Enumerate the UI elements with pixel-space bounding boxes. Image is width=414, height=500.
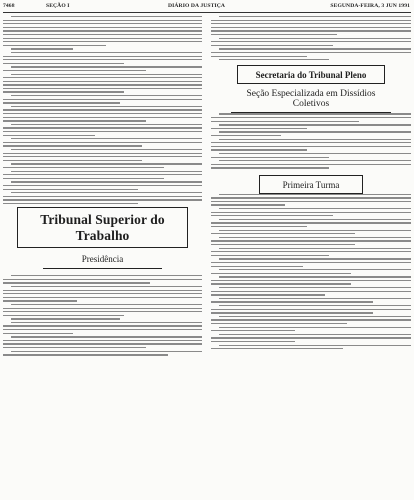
text-paragraph — [3, 304, 202, 316]
text-line — [3, 325, 202, 326]
text-line — [3, 203, 138, 204]
text-paragraph — [3, 171, 202, 179]
text-line — [211, 262, 411, 263]
text-line — [219, 131, 411, 132]
right-body-text-top — [211, 16, 411, 60]
text-line — [219, 327, 411, 328]
text-line — [219, 230, 411, 231]
text-line — [11, 138, 202, 139]
text-paragraph — [3, 275, 202, 283]
text-paragraph — [3, 124, 202, 136]
text-line — [211, 204, 285, 205]
text-line — [211, 212, 411, 213]
text-paragraph — [211, 124, 411, 129]
text-line — [211, 337, 411, 338]
specialized-section-heading: Seção Especializada em Dissídios Coletivos — [231, 84, 391, 113]
text-line — [211, 197, 411, 198]
text-paragraph — [3, 318, 202, 319]
text-line — [3, 282, 150, 283]
section-label: SEÇÃO I — [46, 3, 70, 9]
text-line — [211, 142, 411, 143]
text-line — [219, 305, 411, 306]
text-line — [3, 315, 124, 316]
text-line — [11, 149, 202, 150]
text-line — [219, 316, 411, 317]
text-line — [3, 290, 202, 291]
text-line — [211, 20, 411, 21]
text-line — [219, 160, 411, 161]
text-line — [11, 106, 202, 107]
text-paragraph — [211, 334, 411, 342]
text-line — [211, 34, 337, 35]
text-line — [3, 145, 142, 146]
text-line — [11, 318, 120, 319]
text-line — [211, 164, 411, 165]
page-number: 7468 — [3, 3, 15, 9]
text-line — [219, 16, 411, 17]
text-line — [3, 120, 146, 121]
text-line — [211, 283, 351, 284]
text-paragraph — [3, 181, 202, 189]
text-line — [211, 52, 411, 53]
text-line — [219, 258, 411, 259]
text-paragraph — [211, 305, 411, 313]
text-line — [211, 128, 307, 129]
text-line — [3, 311, 202, 312]
text-paragraph — [3, 138, 202, 146]
text-line — [211, 135, 281, 136]
text-line — [211, 23, 411, 24]
text-line — [219, 59, 329, 60]
text-line — [11, 351, 202, 352]
text-line — [219, 269, 411, 270]
publication-title: DIÁRIO DA JUSTIÇA — [168, 3, 226, 9]
text-line — [3, 347, 146, 348]
text-paragraph — [211, 248, 411, 256]
text-paragraph — [211, 345, 411, 350]
text-line — [3, 135, 95, 136]
text-line — [3, 127, 202, 128]
text-line — [3, 199, 202, 200]
text-line — [3, 300, 77, 301]
text-paragraph — [3, 16, 202, 46]
text-line — [3, 279, 202, 280]
text-paragraph — [211, 287, 411, 295]
text-paragraph — [3, 336, 202, 348]
text-paragraph — [211, 113, 411, 121]
text-line — [219, 345, 411, 346]
text-line — [3, 308, 202, 309]
text-line — [219, 139, 411, 140]
text-line — [3, 81, 202, 82]
text-line — [3, 343, 202, 344]
text-paragraph — [211, 160, 411, 168]
text-line — [11, 286, 202, 287]
text-line — [211, 255, 329, 256]
text-line — [3, 160, 142, 161]
court-title-box: Tribunal Superior do Trabalho — [17, 207, 188, 248]
text-line — [3, 185, 202, 186]
text-line — [219, 124, 411, 125]
text-line — [11, 74, 202, 75]
text-paragraph — [3, 149, 202, 161]
text-line — [3, 297, 202, 298]
text-paragraph — [211, 153, 411, 158]
right-body-text-bottom — [211, 194, 411, 350]
text-line — [211, 251, 411, 252]
left-body-text-bottom — [3, 275, 202, 355]
text-paragraph — [211, 269, 411, 274]
text-line — [211, 30, 411, 31]
text-line — [11, 304, 202, 305]
text-line — [11, 171, 202, 172]
text-paragraph — [3, 66, 202, 71]
text-line — [11, 163, 202, 164]
text-line — [211, 201, 411, 202]
text-line — [211, 157, 329, 158]
text-line — [3, 41, 202, 42]
text-paragraph — [211, 38, 411, 46]
text-line — [3, 63, 124, 64]
text-line — [3, 174, 202, 175]
text-line — [3, 117, 202, 118]
text-line — [211, 233, 355, 234]
text-paragraph — [211, 208, 411, 216]
text-line — [211, 149, 307, 150]
text-line — [11, 16, 202, 17]
text-line — [211, 280, 411, 281]
text-line — [3, 156, 202, 157]
text-line — [211, 117, 411, 118]
text-line — [211, 294, 325, 295]
text-paragraph — [3, 286, 202, 302]
text-line — [219, 298, 411, 299]
text-paragraph — [3, 95, 202, 103]
text-line — [211, 301, 373, 302]
text-line — [3, 340, 202, 341]
text-line — [219, 113, 411, 114]
text-paragraph — [3, 52, 202, 64]
text-line — [3, 45, 106, 46]
text-line — [211, 215, 333, 216]
text-paragraph — [211, 16, 411, 35]
text-line — [3, 189, 138, 190]
text-line — [11, 322, 202, 323]
left-body-text-top — [3, 16, 202, 204]
text-paragraph — [211, 276, 411, 284]
text-line — [219, 219, 411, 220]
text-paragraph — [3, 192, 202, 204]
text-line — [3, 84, 202, 85]
text-line — [211, 222, 411, 223]
right-column — [211, 16, 411, 496]
text-line — [3, 56, 202, 57]
text-line — [219, 194, 411, 195]
text-line — [3, 153, 202, 154]
text-paragraph — [211, 59, 411, 60]
text-line — [3, 38, 202, 39]
text-line — [3, 91, 124, 92]
text-paragraph — [211, 316, 411, 324]
text-line — [211, 244, 355, 245]
text-line — [3, 20, 202, 21]
text-line — [3, 99, 202, 100]
left-column — [3, 16, 202, 496]
text-line — [3, 88, 202, 89]
text-line — [3, 70, 146, 71]
text-line — [211, 226, 307, 227]
text-line — [3, 27, 202, 28]
text-line — [3, 329, 202, 330]
text-paragraph — [211, 131, 411, 136]
text-line — [211, 341, 295, 342]
text-line — [219, 153, 411, 154]
text-line — [211, 273, 351, 274]
text-line — [3, 109, 202, 110]
text-line — [11, 66, 202, 67]
secretaria-title-box: Secretaria do Tribunal Pleno — [237, 65, 385, 84]
text-line — [3, 196, 202, 197]
text-line — [11, 181, 202, 182]
text-paragraph — [211, 48, 411, 56]
text-line — [11, 52, 202, 53]
text-line — [3, 167, 164, 168]
text-line — [11, 275, 202, 276]
text-line — [211, 330, 295, 331]
text-line — [219, 237, 411, 238]
text-line — [11, 95, 202, 96]
text-line — [3, 178, 164, 179]
presidencia-heading: Presidência — [43, 248, 162, 269]
text-line — [211, 27, 411, 28]
text-line — [211, 41, 411, 42]
text-paragraph — [3, 106, 202, 122]
text-line — [211, 309, 411, 310]
text-line — [219, 276, 411, 277]
text-paragraph — [211, 139, 411, 151]
text-line — [211, 45, 333, 46]
text-paragraph — [211, 194, 411, 206]
text-line — [11, 124, 202, 125]
text-line — [219, 287, 411, 288]
text-line — [11, 48, 73, 49]
text-paragraph — [211, 327, 411, 332]
primeira-turma-title-box: Primeira Turma — [259, 175, 363, 194]
text-line — [3, 23, 202, 24]
text-line — [211, 121, 359, 122]
text-line — [211, 167, 329, 168]
text-line — [211, 348, 343, 349]
text-paragraph — [3, 48, 202, 49]
text-line — [211, 146, 411, 147]
right-body-text-middle — [211, 113, 411, 168]
text-line — [3, 59, 202, 60]
text-line — [219, 48, 411, 49]
text-line — [211, 312, 373, 313]
text-paragraph — [211, 230, 411, 235]
text-line — [211, 266, 303, 267]
text-line — [11, 336, 202, 337]
text-line — [3, 354, 168, 355]
publication-date: SEGUNDA-FEIRA, 3 JUN 1991 — [330, 3, 410, 9]
text-line — [3, 30, 202, 31]
text-paragraph — [211, 219, 411, 227]
text-line — [211, 323, 347, 324]
text-line — [3, 34, 202, 35]
text-paragraph — [211, 298, 411, 303]
header-rule — [3, 12, 411, 13]
text-line — [219, 38, 411, 39]
text-line — [3, 102, 120, 103]
text-paragraph — [3, 351, 202, 356]
text-line — [3, 333, 73, 334]
text-paragraph — [211, 237, 411, 245]
text-line — [3, 113, 202, 114]
text-paragraph — [211, 258, 411, 266]
text-line — [219, 334, 411, 335]
text-line — [3, 77, 202, 78]
text-line — [11, 192, 202, 193]
text-line — [211, 319, 411, 320]
text-paragraph — [3, 74, 202, 93]
text-line — [3, 293, 202, 294]
text-line — [211, 240, 411, 241]
text-paragraph — [3, 163, 202, 168]
text-line — [3, 131, 202, 132]
text-line — [211, 291, 411, 292]
text-line — [3, 142, 202, 143]
text-paragraph — [3, 322, 202, 334]
text-line — [219, 248, 411, 249]
text-line — [219, 208, 411, 209]
text-line — [211, 56, 307, 57]
